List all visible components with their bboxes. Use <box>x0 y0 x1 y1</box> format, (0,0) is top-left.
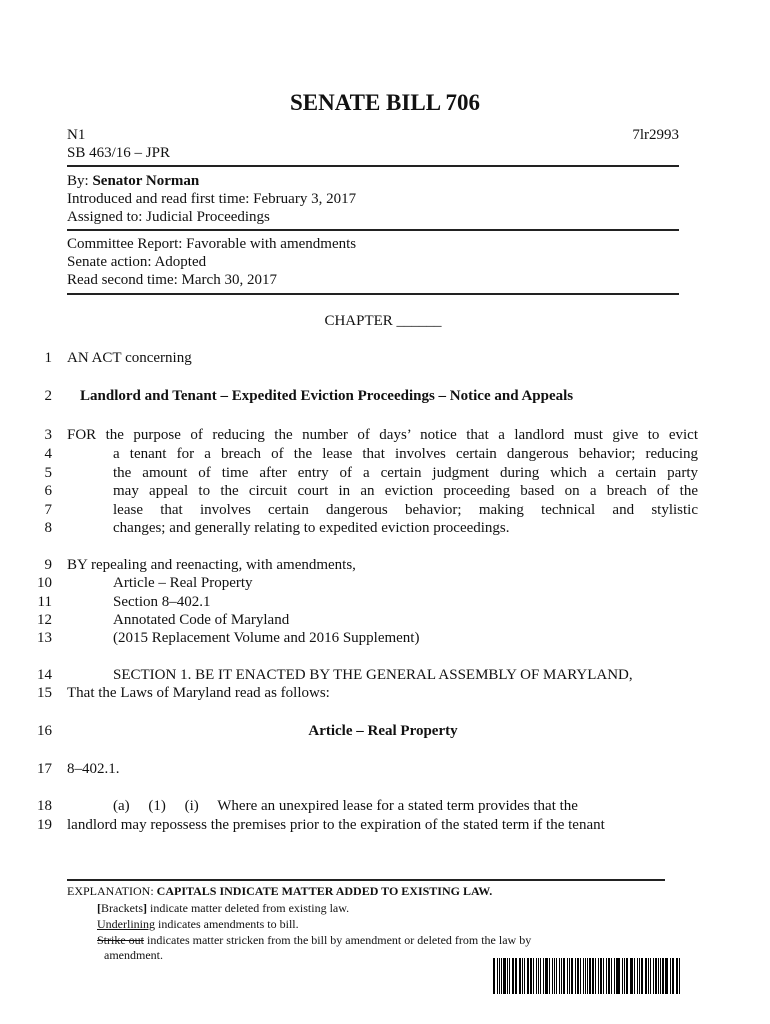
introduced-line: Introduced and read first time: February 3, 2017 <box>67 191 357 207</box>
brackets-word: Brackets <box>101 901 143 915</box>
purpose-line: may appeal to the circuit court in an eviction proceeding based on a breach of the <box>113 483 698 499</box>
barcode-bar <box>493 958 495 994</box>
sponsor-line <box>67 173 199 190</box>
line-number: 16 <box>37 723 52 739</box>
barcode-bar <box>679 958 680 994</box>
repeal-line: Annotated Code of Maryland <box>113 612 290 628</box>
bill-title: SENATE BILL 706 <box>289 90 481 115</box>
repeal-line: (2015 Replacement Volume and 2016 Supplement) <box>113 630 420 646</box>
barcode-bar <box>554 958 555 994</box>
barcode-bar <box>616 958 617 994</box>
line-number: 11 <box>37 594 52 610</box>
barcode-bar <box>631 958 633 994</box>
underlining-word: Underlining <box>97 917 155 931</box>
subject-code: N1 <box>67 127 86 143</box>
barcode-bar <box>665 958 668 994</box>
statute-line: landlord may repossess the premises prior to the expiration of the stated term if the tenant <box>67 817 605 833</box>
explanation-heading <box>67 884 492 899</box>
barcode-bar <box>655 958 657 994</box>
prior-bill: SB 463/16 – JPR <box>67 145 170 161</box>
repeal-line: Article – Real Property <box>113 575 253 591</box>
line-number: 10 <box>37 575 52 591</box>
barcode-bar <box>611 958 612 994</box>
line-number: 1 <box>44 350 52 366</box>
chapter-line: CHAPTER ______ <box>324 313 442 329</box>
underlining-note: indicates amendments to bill. <box>155 917 299 931</box>
enacting-clause: That the Laws of Maryland read as follows: <box>67 685 330 701</box>
line-number: 17 <box>37 761 52 777</box>
assigned-line: Assigned to: Judicial Proceedings <box>67 209 270 225</box>
barcode-bar <box>673 958 674 994</box>
barcode-bar <box>499 958 500 994</box>
strikeout-note-continued: amendment. <box>104 948 163 962</box>
statute-line: (a) (1) (i) Where an unexpired lease for a stated term provides that the <box>113 798 578 814</box>
barcode-bar <box>676 958 678 994</box>
barcode-bar <box>672 958 673 994</box>
purpose-line: lease that involves certain dangerous behavior; making technical and stylistic <box>113 502 698 518</box>
barcode-bar <box>516 958 517 994</box>
line-number: 3 <box>44 427 52 443</box>
underlining-legend <box>97 917 299 932</box>
line-number: 7 <box>44 502 52 518</box>
barcode-bar <box>617 958 620 994</box>
sponsor-label: By: <box>67 173 89 189</box>
barcode-bar <box>556 958 558 994</box>
purpose-line: changes; and generally relating to expedited eviction proceedings. <box>113 520 510 536</box>
barcode-bar <box>538 958 539 994</box>
barcode-bar <box>533 958 534 994</box>
barcode-bar <box>524 958 525 994</box>
line-number: 4 <box>44 446 52 462</box>
barcode-bar <box>497 958 498 994</box>
barcode-bar <box>660 958 661 994</box>
line-number: 2 <box>44 388 52 404</box>
barcode-bar <box>595 958 596 994</box>
line-number: 6 <box>44 483 52 499</box>
barcode-bar <box>650 958 651 994</box>
barcode-bar <box>662 958 664 994</box>
act-concerning: AN ACT concerning <box>67 350 192 366</box>
enacting-clause: SECTION 1. BE IT ENACTED BY THE GENERAL ASSEMBLY OF MARYLAND, <box>113 667 633 683</box>
barcode-bar <box>567 958 568 994</box>
barcode-bar <box>563 958 565 994</box>
barcode-bar <box>641 958 644 994</box>
barcode-bar <box>575 958 576 994</box>
barcode-bar <box>507 958 508 994</box>
barcode-bar <box>571 958 574 994</box>
repeal-line: Section 8–402.1 <box>113 594 211 610</box>
line-number: 18 <box>37 798 52 814</box>
second-reading: Read second time: March 30, 2017 <box>67 272 277 288</box>
barcode-bar <box>545 958 548 994</box>
barcode-bar <box>530 958 532 994</box>
line-number: 15 <box>37 685 52 701</box>
barcode-bar <box>648 958 649 994</box>
barcode-bar <box>577 958 579 994</box>
barcode-bar <box>569 958 570 994</box>
barcode-bar <box>598 958 599 994</box>
open-bracket: [ <box>97 901 101 915</box>
barcode-bar <box>622 958 623 994</box>
barcode-bar <box>512 958 514 994</box>
barcode-bar <box>603 958 604 994</box>
barcode-bar <box>608 958 610 994</box>
barcode-bar <box>614 958 615 994</box>
barcode <box>493 958 681 994</box>
explanation-rule <box>67 879 665 881</box>
drafting-number: 7lr2993 <box>632 127 679 143</box>
barcode-bar <box>670 958 671 994</box>
barcode-bar <box>658 958 659 994</box>
line-number: 14 <box>37 667 52 683</box>
barcode-bar <box>501 958 502 994</box>
barcode-bar <box>600 958 603 994</box>
explanation-label: EXPLANATION: <box>67 884 154 898</box>
barcode-bar <box>653 958 654 994</box>
barcode-bar <box>522 958 523 994</box>
line-number: 5 <box>44 465 52 481</box>
brackets-legend <box>97 901 349 916</box>
repeal-line: BY repealing and reenacting, with amendments, <box>67 557 356 573</box>
line-number: 19 <box>37 817 52 833</box>
line-number: 9 <box>44 557 52 573</box>
committee-rule <box>67 293 679 295</box>
line-number: 13 <box>37 630 52 646</box>
barcode-bar <box>585 958 586 994</box>
barcode-bar <box>630 958 631 994</box>
barcode-bar <box>637 958 638 994</box>
barcode-bar <box>583 958 584 994</box>
barcode-bar <box>587 958 588 994</box>
strikeout-note: indicates matter stricken from the bill by amendment or deleted from the law by <box>144 933 532 947</box>
barcode-bar <box>624 958 625 994</box>
senate-action: Senate action: Adopted <box>67 254 207 270</box>
barcode-bar <box>519 958 521 994</box>
purpose-line: FOR the purpose of reducing the number of days’ notice that a landlord must give to evict <box>67 427 698 443</box>
barcode-bar <box>639 958 640 994</box>
barcode-bar <box>606 958 607 994</box>
barcode-bar <box>592 958 594 994</box>
committee-report: Committee Report: Favorable with amendments <box>67 236 357 252</box>
barcode-bar <box>559 958 560 994</box>
barcode-bar <box>552 958 553 994</box>
strikeout-word: Strike out <box>97 933 144 947</box>
section-number: 8–402.1. <box>67 761 120 777</box>
strikeout-legend <box>97 933 531 948</box>
purpose-line: a tenant for a breach of the lease that involves certain dangerous behavior; reducing <box>113 446 698 462</box>
close-bracket: ] <box>142 901 147 915</box>
barcode-bar <box>503 958 506 994</box>
barcode-bar <box>549 958 550 994</box>
sponsor-name: Senator Norman <box>92 173 200 189</box>
barcode-bar <box>515 958 516 994</box>
bill-subject: Landlord and Tenant – Expedited Eviction Proceedings – Notice and Appeals <box>80 388 574 404</box>
barcode-bar <box>580 958 581 994</box>
barcode-bar <box>589 958 591 994</box>
barcode-bar <box>543 958 545 994</box>
line-number: 8 <box>44 520 52 536</box>
capitals-note: CAPITALS INDICATE MATTER ADDED TO EXISTING LAW. <box>156 884 493 898</box>
article-heading: Article – Real Property <box>308 723 458 739</box>
barcode-bar <box>536 958 537 994</box>
purpose-line: the amount of time after entry of a certain judgment during which a certain party <box>113 465 698 481</box>
line-number: 12 <box>37 612 52 628</box>
barcode-bar <box>645 958 647 994</box>
header-rule <box>67 165 679 167</box>
barcode-bar <box>626 958 628 994</box>
sponsor-rule <box>67 229 679 231</box>
barcode-bar <box>634 958 635 994</box>
barcode-bar <box>527 958 530 994</box>
barcode-bar <box>561 958 562 994</box>
barcode-bar <box>509 958 510 994</box>
barcode-bar <box>540 958 541 994</box>
brackets-note: indicate matter deleted from existing law. <box>146 901 350 915</box>
